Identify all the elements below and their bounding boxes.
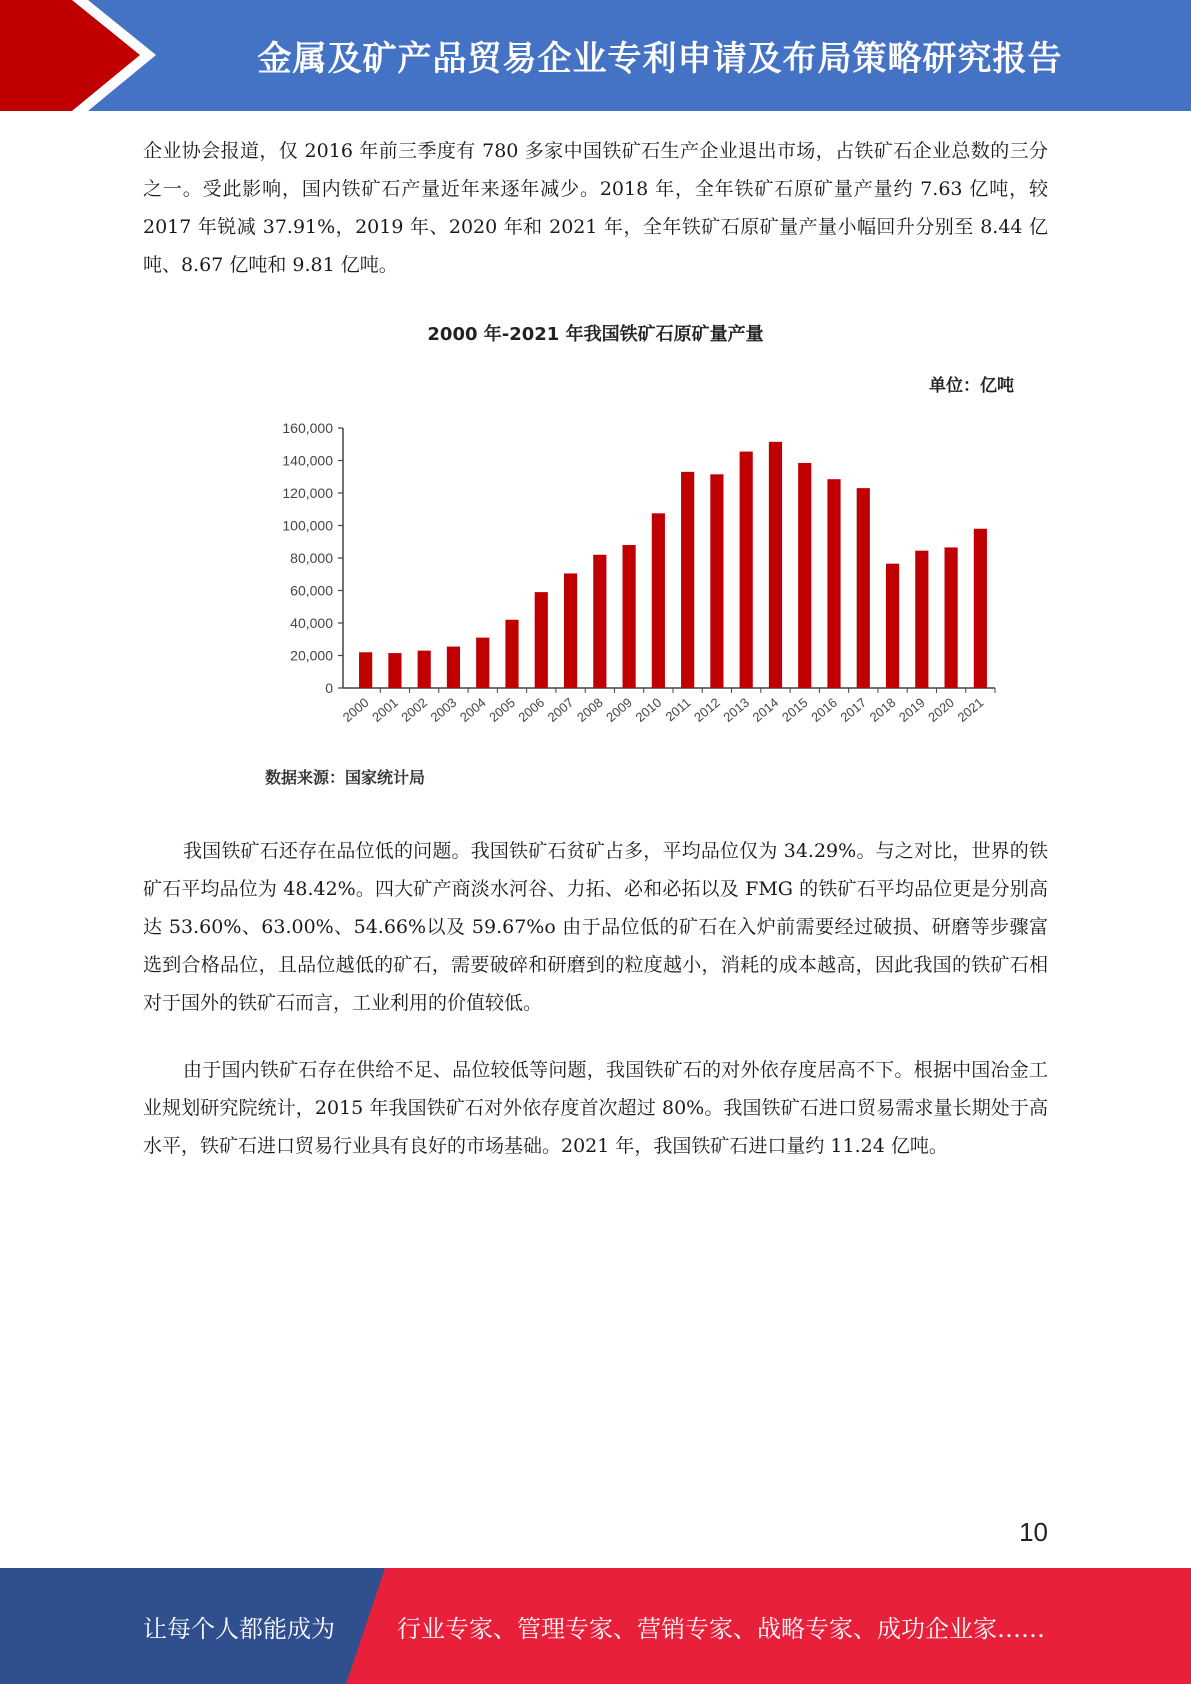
- body-paragraph-3: 由于国内铁矿石存在供给不足、品位较低等问题，我国铁矿石的对外依存度居高不下。根据中国冶金工业规划研究院统计，2015 年我国铁矿石对外依存度首次超过 80%。我国铁矿石进口贸易需求量长期处于高水平，铁矿石进口贸易行业具有良好的市场基础。2021 年，我国铁矿石进口量约 11.24 亿吨。: [143, 1059, 1048, 1157]
- x-tick-label: 2019: [895, 694, 928, 725]
- bar-2017: [857, 488, 870, 688]
- bar-2018: [886, 564, 899, 688]
- chart-source: 数据来源：国家统计局: [265, 768, 426, 787]
- bar-chart: [250, 410, 1010, 750]
- y-tick-label: 0: [325, 680, 333, 696]
- y-tick-label: 80,000: [290, 550, 333, 566]
- bar-2016: [827, 479, 840, 688]
- bar-2008: [593, 555, 606, 688]
- x-tick-label: 2009: [603, 694, 636, 725]
- page-number: 10: [1019, 1517, 1048, 1547]
- bar-2001: [388, 653, 401, 688]
- bar-2020: [945, 547, 958, 688]
- y-tick-label: 120,000: [282, 485, 333, 501]
- footer-slogan-left: 让每个人都能成为: [143, 1614, 335, 1643]
- bar-2013: [740, 452, 753, 688]
- x-tick-label: 2016: [808, 694, 840, 725]
- chart-title: 2000 年-2021 年我国铁矿石原矿量产量: [427, 324, 764, 345]
- x-tick-label: 2008: [573, 694, 606, 725]
- y-tick-label: 140,000: [282, 452, 333, 469]
- x-tick-label: 2011: [662, 694, 694, 725]
- bar-2021: [974, 529, 987, 688]
- y-tick-label: 60,000: [290, 582, 333, 599]
- chart-unit-label: 单位：亿吨: [929, 376, 1014, 396]
- x-tick-label: 2020: [925, 694, 958, 725]
- x-tick-label: 2014: [749, 694, 782, 725]
- bar-2006: [535, 592, 548, 688]
- y-tick-label: 20,000: [290, 647, 333, 664]
- y-tick-label: 40,000: [290, 615, 333, 631]
- x-tick-label: 2013: [720, 694, 753, 725]
- x-tick-label: 2005: [486, 694, 518, 725]
- bar-2000: [359, 652, 372, 688]
- page-header: [0, 0, 1191, 111]
- x-tick-label: 2010: [632, 694, 665, 725]
- bar-2004: [476, 638, 489, 688]
- bar-2015: [798, 463, 811, 688]
- x-tick-label: 2007: [544, 694, 577, 725]
- x-tick-label: 2003: [427, 694, 460, 725]
- bar-2012: [710, 474, 723, 688]
- report-title: 金属及矿产品贸易企业专利申请及布局策略研究报告: [257, 39, 1063, 79]
- page-footer: [0, 1568, 1191, 1684]
- bar-2003: [447, 647, 460, 688]
- x-tick-label: 2018: [866, 694, 899, 725]
- x-tick-label: 2001: [369, 694, 401, 725]
- y-tick-label: 100,000: [282, 517, 333, 534]
- bar-2011: [681, 472, 694, 688]
- bar-2019: [915, 551, 928, 688]
- x-tick-label: 2015: [778, 694, 811, 725]
- x-tick-label: 2004: [456, 694, 489, 725]
- body-paragraph-1: 企业协会报道，仅 2016 年前三季度有 780 多家中国铁矿石生产企业退出市场，占铁矿石企业总数的三分之一。受此影响，国内铁矿石产量近年来逐年减少。2018 年，全年铁矿石原矿量产量约 7.63 亿吨，较 2017 年锐减 37.91%，2019 年、2020 年和 2021 年，全年铁矿石原矿量产量小幅回升分别至 8.44 亿吨、8.67 亿吨和 9.81 亿吨。: [143, 140, 1048, 276]
- body-paragraph-2: 我国铁矿石还存在品位低的问题。我国铁矿石贫矿占多，平均品位仅为 34.29%。与之对比，世界的铁矿石平均品位为 48.42%。四大矿产商淡水河谷、力拓、必和必拓以及 FMG 的铁矿石平均品位更是分别高达 53.60%、63.00%、54.66%以及 59.67%o 由于品位低的矿石在入炉前需要经过破损、研磨等步骤富选到合格品位，且品位越低的矿石，需要破碎和研磨到的粒度越小，消耗的成本越高，因此我国的铁矿石相对于国外的铁矿石而言，工业利用的价值较低。: [143, 840, 1048, 1014]
- bar-2007: [564, 573, 577, 688]
- y-tick-label: 160,000: [282, 420, 333, 436]
- bar-2010: [652, 513, 665, 688]
- x-tick-label: 2006: [515, 694, 548, 725]
- bar-2005: [505, 620, 518, 688]
- x-tick-label: 2012: [691, 694, 723, 725]
- bar-2014: [769, 442, 782, 688]
- header-arrow-decoration: [0, 0, 160, 111]
- x-tick-label: 2017: [837, 694, 870, 725]
- bar-2002: [418, 651, 431, 688]
- x-tick-label: 2021: [954, 694, 987, 725]
- footer-slogan-right: 行业专家、管理专家、营销专家、战略专家、成功企业家……: [397, 1614, 1045, 1643]
- x-tick-label: 2002: [398, 694, 431, 725]
- bar-2009: [623, 545, 636, 688]
- x-tick-label: 2000: [339, 694, 372, 725]
